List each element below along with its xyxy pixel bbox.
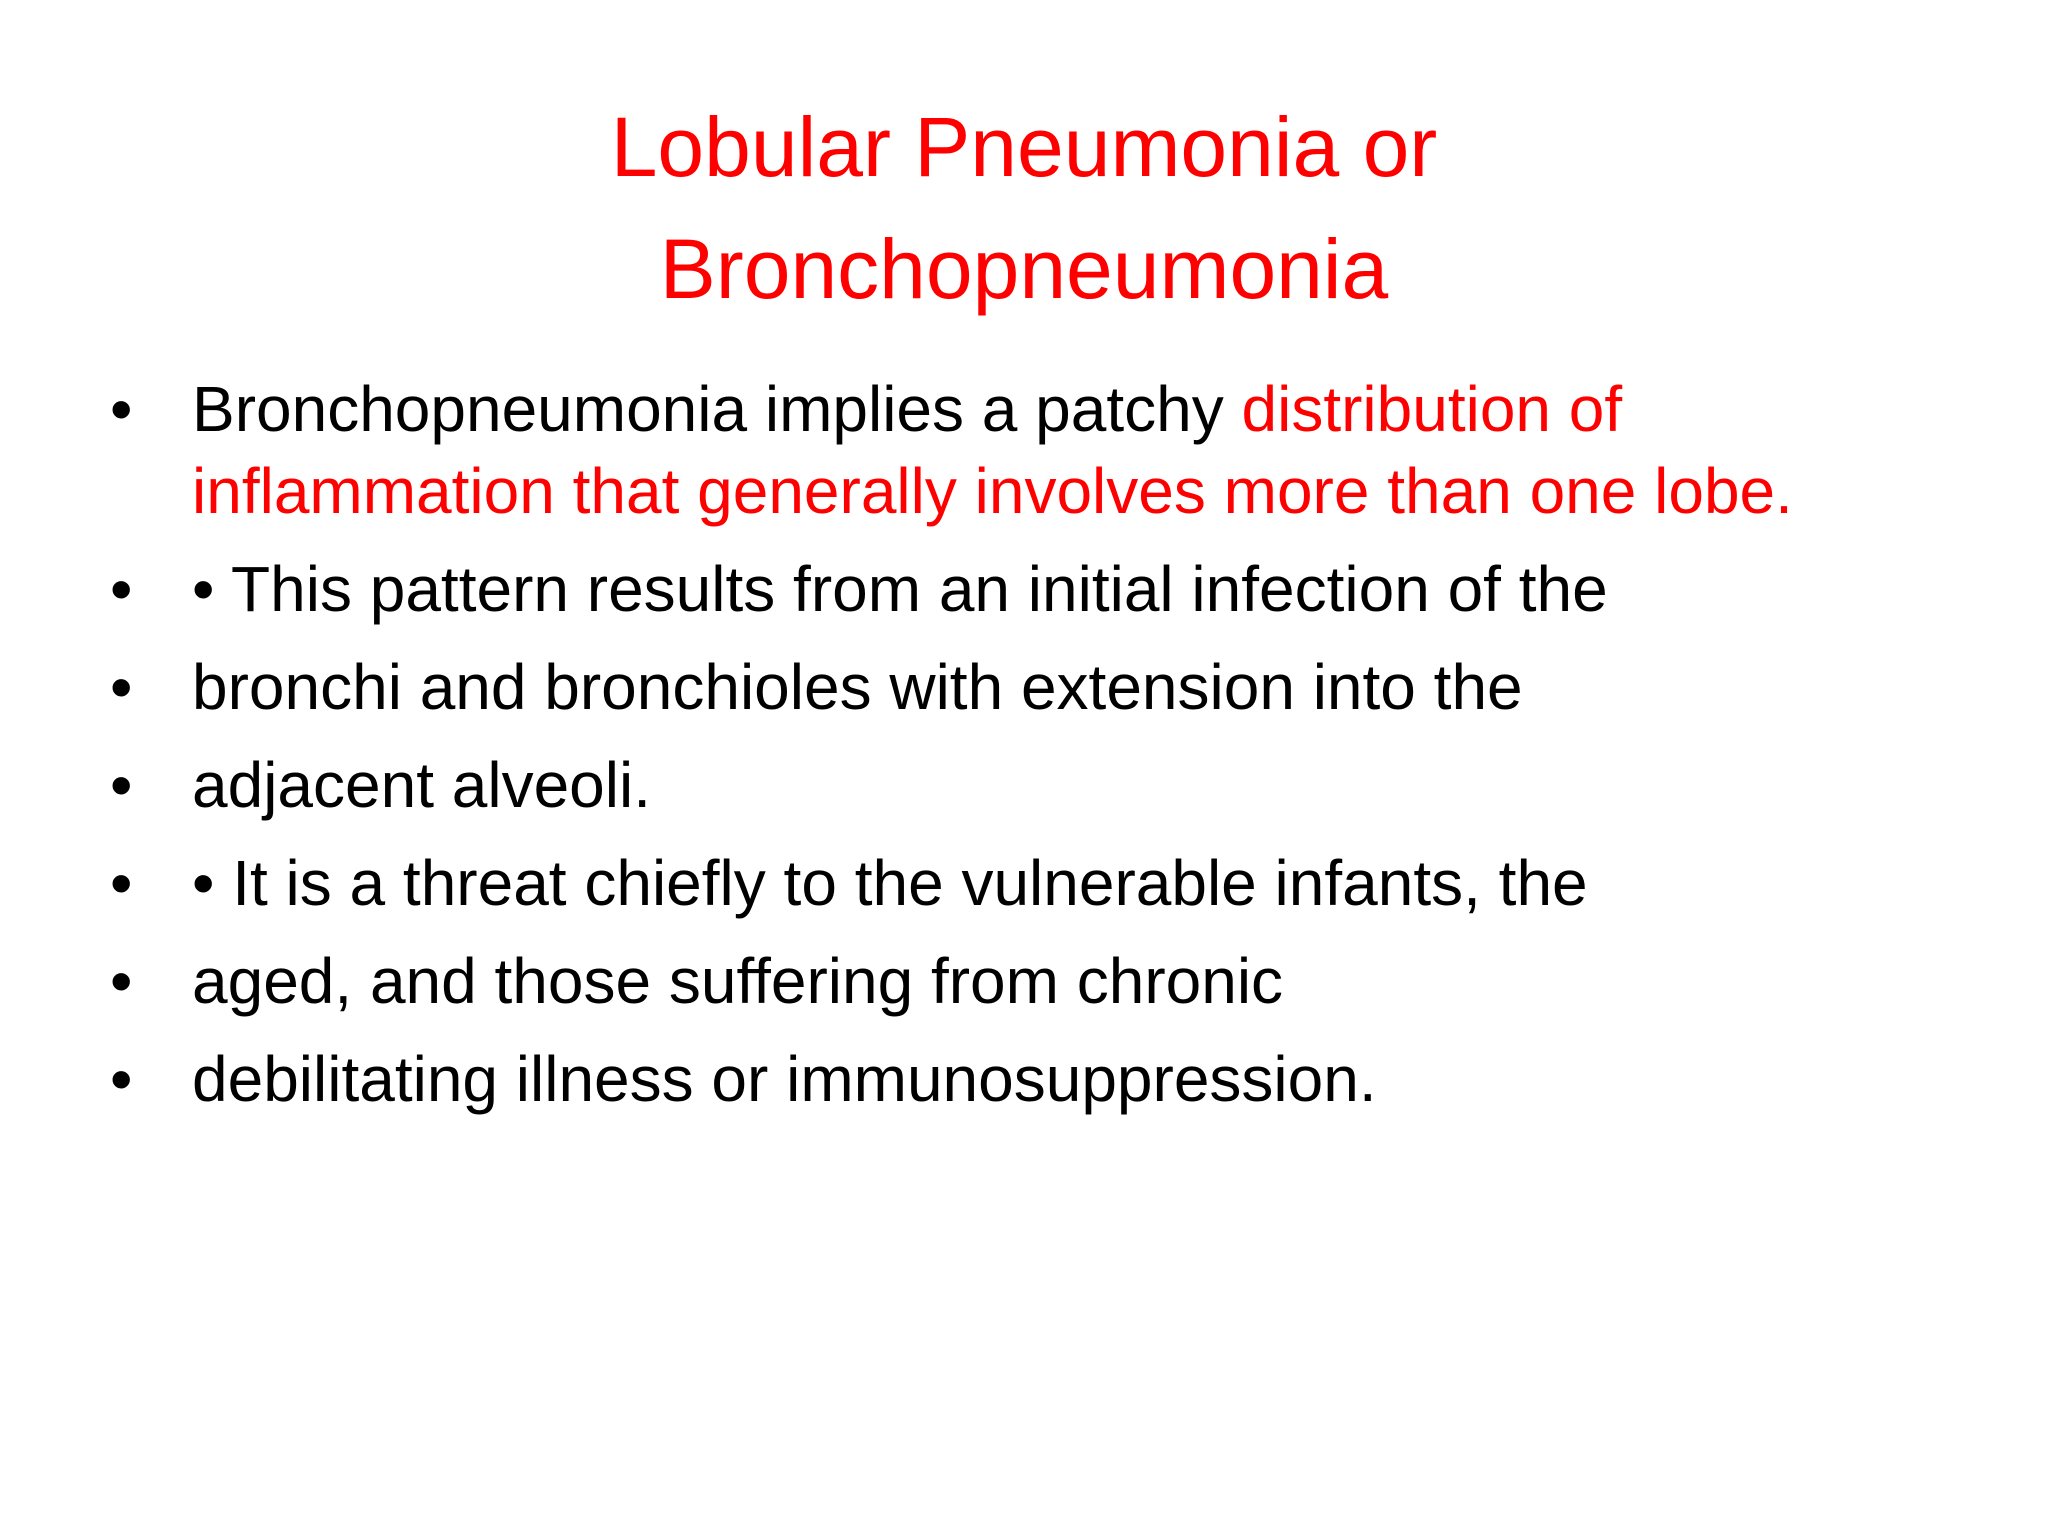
bullet-text: adjacent alveoli. bbox=[192, 749, 651, 821]
bullet-item bbox=[110, 842, 1890, 924]
bullet-text: bronchi and bronchioles with extension into the bbox=[192, 651, 1523, 723]
bullet-text: • This pattern results from an initial infection of the bbox=[192, 553, 1608, 625]
slide-title bbox=[0, 86, 2048, 330]
bullet-list bbox=[110, 368, 1890, 1136]
bullet-highlight-text: distribution of inflammation that generally involves more than one lobe. bbox=[192, 373, 1793, 527]
slide-title-line-1: Lobular Pneumonia or bbox=[610, 100, 1438, 194]
bullet-marker: • bbox=[110, 847, 133, 919]
bullet-marker: • bbox=[110, 749, 133, 821]
bullet-marker: • bbox=[110, 1043, 133, 1115]
bullet-item bbox=[110, 940, 1890, 1022]
bullet-item bbox=[110, 368, 1890, 532]
bullet-marker: • bbox=[110, 945, 133, 1017]
bullet-marker: • bbox=[110, 373, 133, 445]
bullet-item bbox=[110, 646, 1890, 728]
slide-title-line-2: Bronchopneumonia bbox=[659, 222, 1389, 316]
bullet-marker: • bbox=[110, 651, 133, 723]
bullet-item bbox=[110, 548, 1890, 630]
bullet-text: debilitating illness or immunosuppression. bbox=[192, 1043, 1377, 1115]
bullet-text: • It is a threat chiefly to the vulnerable infants, the bbox=[192, 847, 1588, 919]
bullet-text: aged, and those suffering from chronic bbox=[192, 945, 1284, 1017]
bullet-marker: • bbox=[110, 553, 133, 625]
bullet-item bbox=[110, 1038, 1890, 1120]
bullet-text: Bronchopneumonia implies a patchy bbox=[192, 373, 1242, 445]
bullet-item bbox=[110, 744, 1890, 826]
